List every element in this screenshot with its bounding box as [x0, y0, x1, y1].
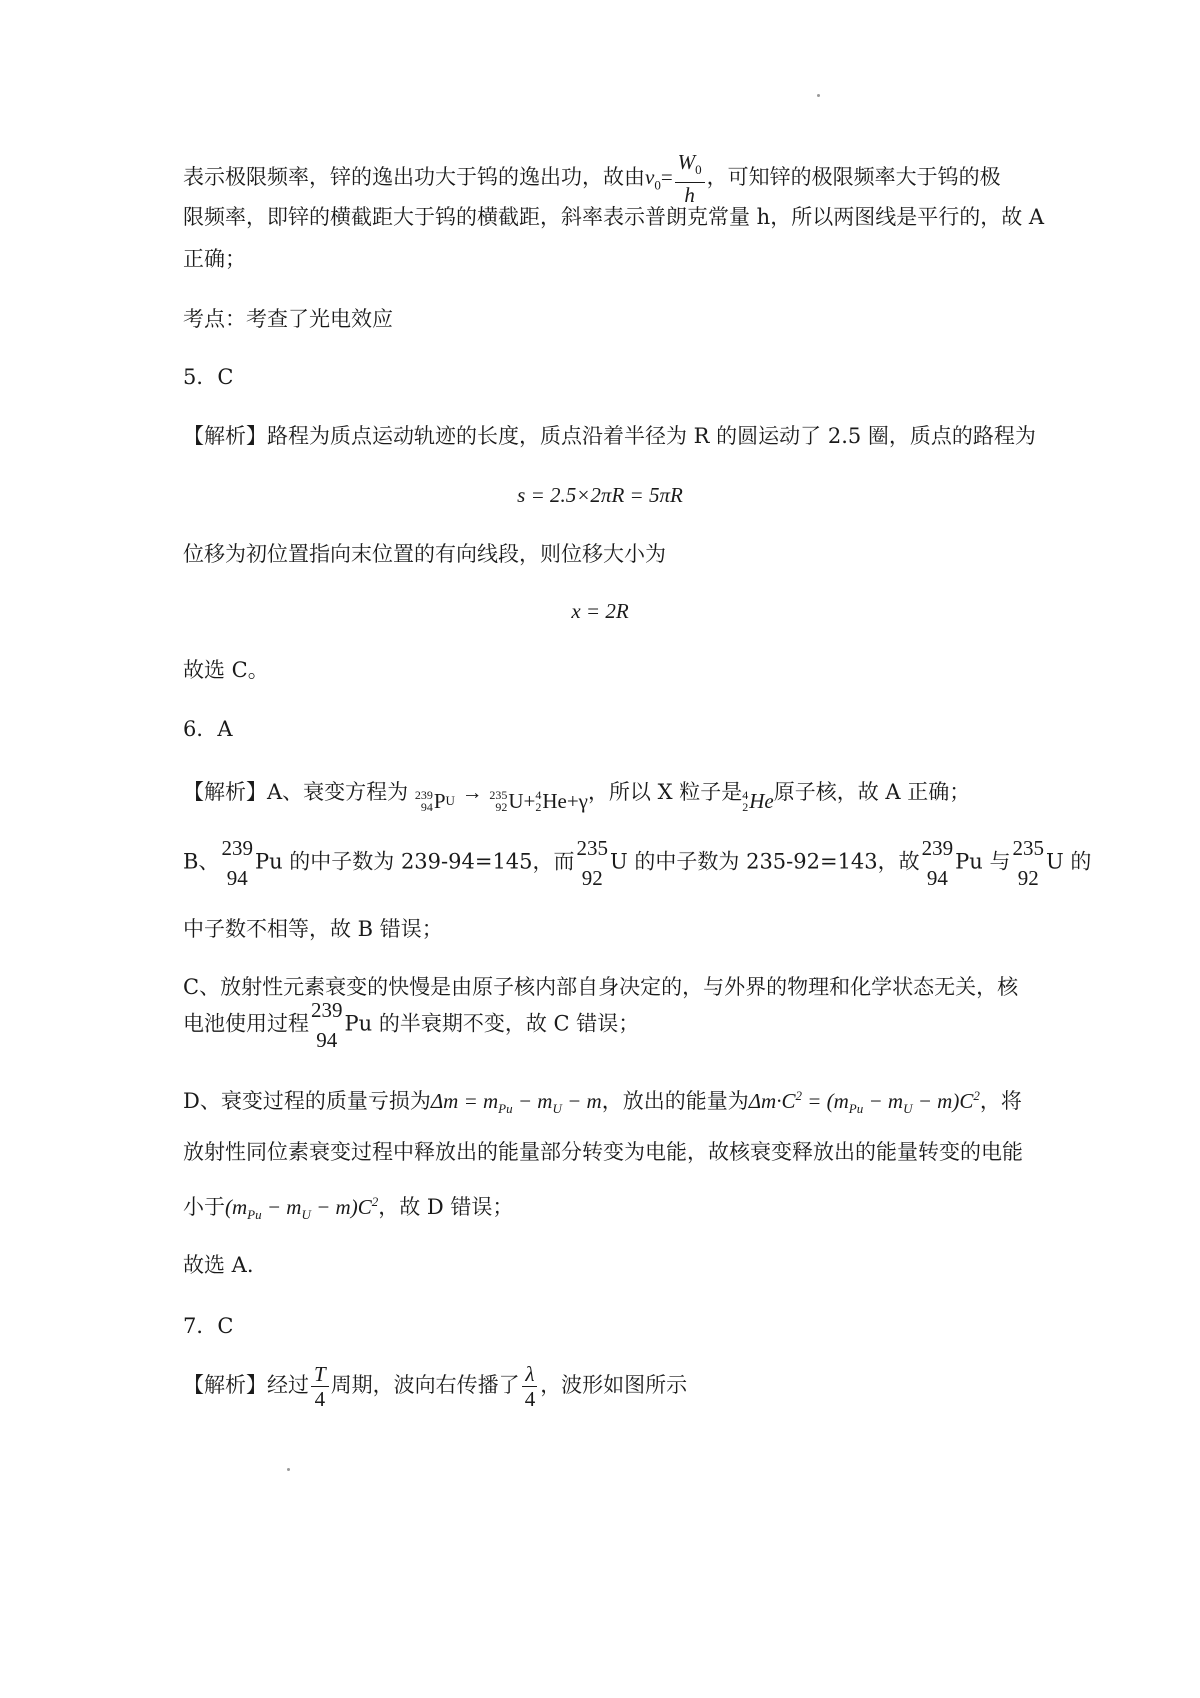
- nuclide-he: 4 2 He+γ: [535, 788, 588, 814]
- paragraph-line: 放射性同位素衰变过程中释放出的能量部分转变为电能，故核衰变释放出的能量转变的电能: [183, 1140, 1023, 1164]
- nuclide-stack: 239 94: [921, 836, 954, 890]
- nuclide-stack: 239 94: [311, 998, 343, 1052]
- paragraph-line: 小于$(m_{Pu} - m_U - m)C^2$，故 D 错误；: [183, 1194, 514, 1223]
- fraction-t-4: $\frac{T}{4}$: [311, 1362, 329, 1411]
- paragraph-line: 【解析】经过 $\frac{T}{4}$ 周期，波向右传播了 $\frac{\lambda}{4}$ ，波形如图所示: [183, 1362, 688, 1411]
- paragraph-line: D、衰变过程的质量亏损为$\Delta m = m_{Pu} - m_U - m$，放出的能量为$\Delta m\cdot C^2 = (m_{Pu} - m_U - m)C^2$，将: [183, 1088, 1022, 1117]
- paragraph-line: 位移为初位置指向末位置的有向线段，则位移大小为: [183, 542, 666, 566]
- paragraph-line: 电池使用过程 239 94 Pu 的半衰期不变，故 C 错误；: [183, 995, 639, 1055]
- scan-speck: [817, 94, 820, 97]
- paragraph-line: B、 239 94 Pu 的中子数为 239-94=145，而 235 92 U 的中子数为 235-92=143，故 239 94 Pu 与 235 92 U 的: [183, 833, 1091, 893]
- question-heading: 6．A: [183, 717, 233, 741]
- paragraph-line: 【解析】路程为质点运动轨迹的长度，质点沿着半径为 R 的圆运动了 2.5 圈，质点的路程为: [183, 424, 1036, 448]
- nuclide-stack: 239 94: [221, 836, 253, 890]
- nuclide-u: 235 92 U+: [489, 788, 536, 814]
- paragraph-line: 【解析】A、衰变方程为 239 94 P U → 235 92 U+ 4 2 He+γ ，所以 X 粒子是 4 2 He 原子核，故 A 正确；: [183, 780, 971, 814]
- nuclide-he: 4 2 He: [742, 788, 774, 814]
- paragraph-line: 中子数不相等，故 B 错误；: [183, 917, 443, 941]
- equation: s = 2.5×2πR = 5πR: [517, 483, 683, 507]
- paragraph-line: 正确；: [183, 247, 246, 271]
- paragraph-line: 考点：考查了光电效应: [183, 307, 393, 331]
- equation: x = 2R: [571, 599, 629, 623]
- paragraph-line: 故选 C。: [183, 658, 269, 682]
- paragraph-line: 表示极限频率，锌的逸出功大于钨的逸出功，故由$v_0=$ $\frac{W_0}{h}$ ，可知锌的极限频率大于钨的极: [183, 150, 1001, 208]
- scan-speck: [287, 1468, 290, 1471]
- equation-energy: $\Delta m\cdot C^2 = (m_{Pu} - m_U - m)C^2$: [748, 1088, 980, 1117]
- question-heading: 7．C: [183, 1314, 234, 1338]
- fraction-lambda-4: $\frac{\lambda}{4}$: [522, 1362, 539, 1411]
- nuclide-stack: 235 92: [1012, 836, 1045, 890]
- paragraph-line: 限频率，即锌的横截距大于钨的横截距，斜率表示普朗克常量 h，所以两图线是平行的，故 A: [183, 205, 1045, 229]
- equation-mass-defect: $\Delta m = m_{Pu} - m_U - m$: [430, 1089, 602, 1117]
- nuclide-stack: 235 92: [576, 836, 609, 890]
- question-heading: 5．C: [183, 365, 234, 389]
- equation-energy: $(m_{Pu} - m_U - m)C^2$: [225, 1194, 379, 1223]
- nuclide-pu: 239 94 P U: [414, 788, 455, 814]
- paragraph-line: C、放射性元素衰变的快慢是由原子核内部自身决定的，与外界的物理和化学状态无关，核: [183, 975, 1019, 999]
- fraction-w0-h: $\frac{W_0}{h}$: [675, 150, 705, 207]
- paragraph-line: 故选 A.: [183, 1253, 254, 1277]
